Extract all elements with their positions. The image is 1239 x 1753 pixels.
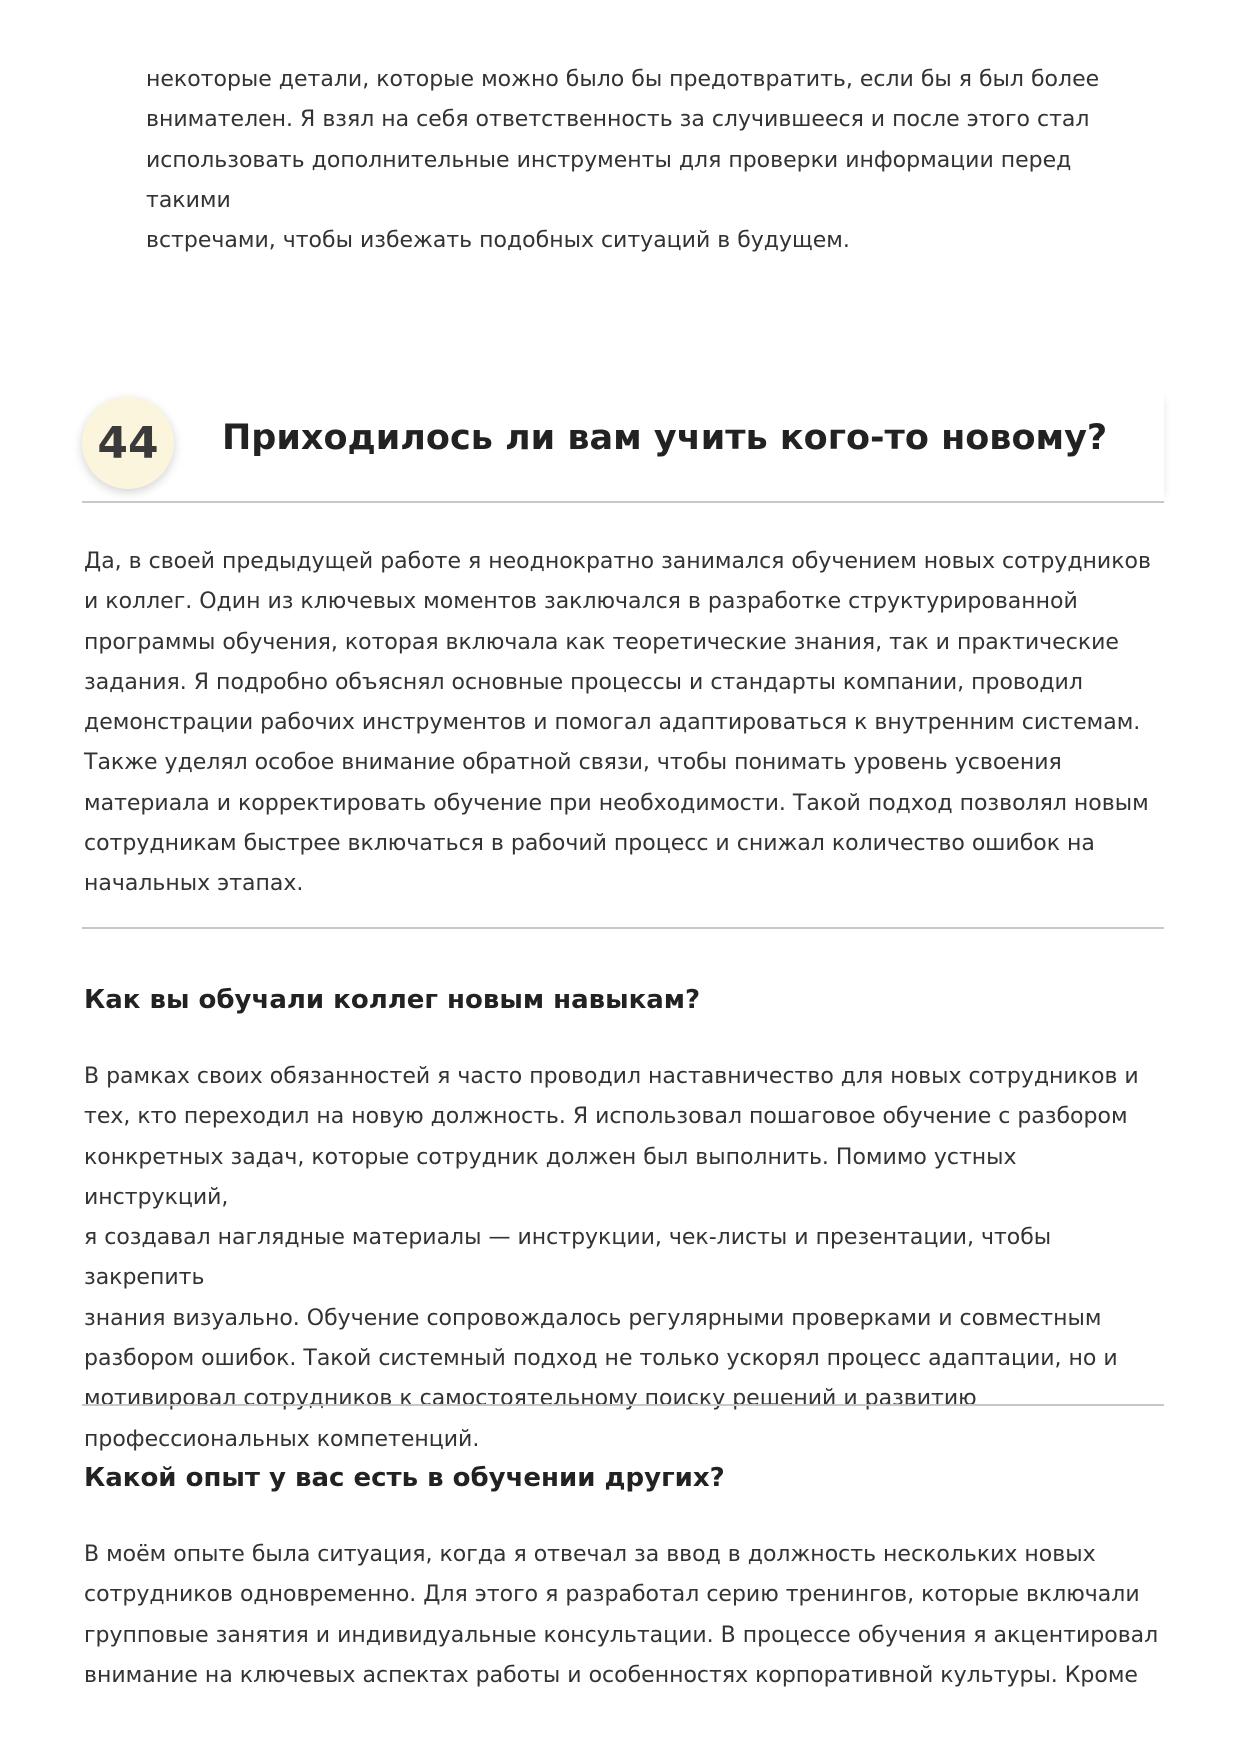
variant-answer-2 — [84, 1535, 1164, 1696]
text-line: внимание на ключевых аспектах работы и особенностях корпоративной культуры. Кроме — [84, 1662, 1138, 1688]
text-line: сотрудникам быстрее включаться в рабочий процесс и снижал количество ошибок на — [84, 831, 1095, 857]
text-line: некоторые детали, которые можно было бы предотвратить, если бы я был более — [146, 67, 1100, 92]
text-line: конкретных задач, которые сотрудник должен был выполнить. Помимо устных инструкций, — [84, 1144, 1017, 1210]
text-line: тех, кто переходил на новую должность. Я использовал пошаговое обучение с разбором — [84, 1104, 1128, 1130]
question-header — [82, 393, 1164, 503]
variant-question-2: Какой опыт у вас есть в обучении других? — [84, 1463, 725, 1493]
text-line: мотивировал сотрудников к самостоятельному поиску решений и развитию — [84, 1386, 977, 1412]
text-line: Да, в своей предыдущей работе я неоднократно занимался обучением новых сотрудников — [84, 549, 1151, 574]
text-line: В моём опыте была ситуация, когда я отвечал за ввод в должность нескольких новых — [84, 1542, 1096, 1567]
variant-answer-1 — [84, 1057, 1164, 1460]
text-line: встречами, чтобы избежать подобных ситуаций в будущем. — [146, 228, 850, 254]
text-line: В рамках своих обязанностей я часто проводил наставничество для новых сотрудников и — [84, 1064, 1139, 1089]
text-line: демонстрации рабочих инструментов и помогал адаптироваться к внутренним системам. — [84, 710, 1141, 736]
text-line: знания визуально. Обучение сопровождалось регулярными проверками и совместным — [84, 1305, 1102, 1331]
question-number-badge: 44 — [82, 397, 174, 489]
text-line: сотрудников одновременно. Для этого я разработал серию тренингов, которые включали — [84, 1582, 1140, 1608]
text-line: и коллег. Один из ключевых моментов заключался в разработке структурированной — [84, 589, 1078, 615]
text-line: Также уделял особое внимание обратной связи, чтобы понимать уровень усвоения — [84, 750, 1062, 776]
text-line: материала и корректировать обучение при необходимости. Такой подход позволял новым — [84, 790, 1149, 816]
intro-paragraph — [146, 60, 1156, 261]
text-line: профессиональных компетенций. — [84, 1426, 480, 1452]
text-line: использовать дополнительные инструменты для проверки информации перед такими — [146, 147, 1072, 213]
question-title: Приходилось ли вам учить кого-то новому? — [222, 418, 1108, 458]
section-divider — [82, 927, 1164, 929]
text-line: разбором ошибок. Такой системный подход не только ускорял процесс адаптации, но и — [84, 1346, 1118, 1372]
section-divider — [82, 1404, 1164, 1406]
text-line: внимателен. Я взял на себя ответственность за случившееся и после этого стал — [146, 107, 1090, 133]
text-line: программы обучения, которая включала как теоретические знания, так и практические — [84, 629, 1119, 655]
text-line: задания. Я подробно объяснял основные процессы и стандарты компании, проводил — [84, 669, 1083, 695]
text-line: начальных этапах. — [84, 871, 304, 897]
text-line: я создавал наглядные материалы — инструкции, чек-листы и презентации, чтобы закрепить — [84, 1225, 1052, 1291]
answer-main-paragraph — [84, 542, 1164, 905]
text-line: групповые занятия и индивидуальные консультации. В процессе обучения я акцентировал — [84, 1622, 1159, 1648]
variant-question-1: Как вы обучали коллег новым навыкам? — [84, 985, 701, 1015]
